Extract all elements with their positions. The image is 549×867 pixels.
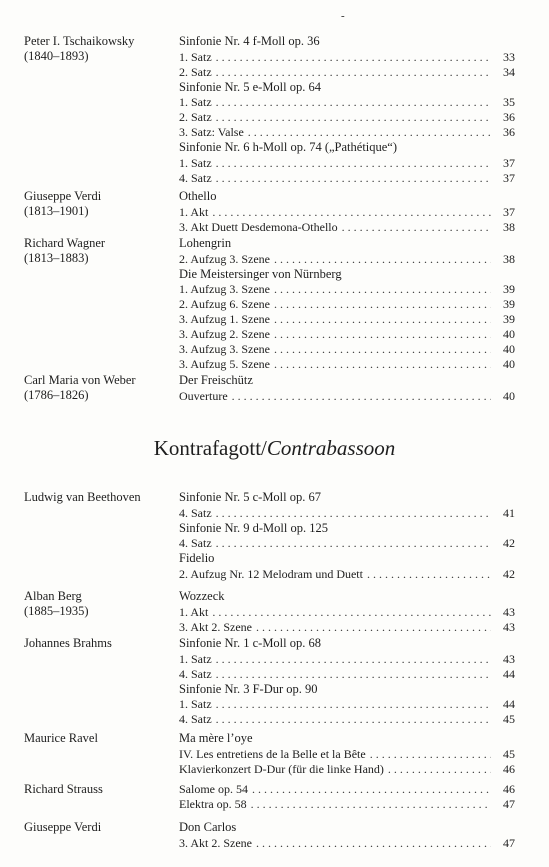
work-title: Die Meistersinger von Nürnberg bbox=[179, 266, 342, 281]
dot-leader bbox=[216, 697, 491, 712]
dot-leader bbox=[216, 50, 491, 65]
composer-name: Ludwig van Beethoven bbox=[24, 490, 141, 504]
composer-block bbox=[24, 34, 174, 64]
movement-row[interactable] bbox=[179, 667, 515, 682]
movement-row[interactable] bbox=[179, 50, 515, 65]
movement-row[interactable] bbox=[179, 297, 515, 312]
dot-leader bbox=[252, 782, 491, 797]
page-number: 47 bbox=[503, 797, 515, 811]
movement-row[interactable] bbox=[179, 252, 515, 267]
composer-name: Carl Maria von Weber bbox=[24, 373, 136, 387]
dot-leader bbox=[256, 620, 491, 635]
page-number: 37 bbox=[503, 204, 515, 219]
composer-name: Johannes Brahms bbox=[24, 636, 112, 650]
composer-name: Peter I. Tschaikowsky bbox=[24, 34, 135, 48]
dot-leader bbox=[388, 762, 491, 777]
movement-row[interactable] bbox=[179, 652, 515, 667]
work-title: Sinfonie Nr. 9 d-Moll op. 125 bbox=[179, 520, 328, 535]
movement-row[interactable] bbox=[179, 712, 515, 727]
works-list bbox=[179, 589, 515, 635]
movement-label: 4. Satz bbox=[179, 666, 212, 681]
page-number: 40 bbox=[503, 357, 515, 371]
movement-label: 3. Aufzug 1. Szene bbox=[179, 312, 270, 326]
works-list bbox=[179, 782, 515, 812]
movement-row[interactable] bbox=[179, 797, 515, 812]
dot-leader bbox=[232, 389, 491, 404]
composer-dates: (1885–1935) bbox=[24, 604, 89, 618]
work-title: Don Carlos bbox=[179, 820, 237, 834]
movement-label: 4. Satz bbox=[179, 505, 212, 520]
dot-leader bbox=[248, 125, 491, 140]
page-number: 43 bbox=[503, 604, 515, 619]
composer-block bbox=[24, 189, 174, 219]
dot-leader bbox=[212, 205, 491, 220]
movement-label: 1. Aufzug 3. Szene bbox=[179, 282, 270, 296]
movement-row[interactable] bbox=[179, 342, 515, 357]
dot-leader bbox=[216, 171, 491, 186]
movement-row[interactable] bbox=[179, 389, 515, 404]
movement-label: 4. Satz bbox=[179, 170, 212, 185]
composer-name: Giuseppe Verdi bbox=[24, 820, 102, 834]
movement-label: 1. Satz bbox=[179, 651, 212, 666]
dot-leader bbox=[274, 312, 491, 327]
dot-leader bbox=[212, 605, 491, 620]
movement-label: 3. Akt 2. Szene bbox=[179, 835, 252, 850]
works-list bbox=[179, 636, 515, 727]
composer-name: Giuseppe Verdi bbox=[24, 189, 102, 203]
movement-row[interactable] bbox=[179, 605, 515, 620]
composer-dates: (1840–1893) bbox=[24, 49, 89, 63]
page-number: 39 bbox=[503, 282, 515, 296]
page-number: 45 bbox=[503, 746, 515, 761]
work-title: Sinfonie Nr. 5 e-Moll op. 64 bbox=[179, 79, 322, 94]
page-number: 41 bbox=[503, 505, 515, 520]
movement-label: 3. Aufzug 2. Szene bbox=[179, 327, 270, 341]
page-number: 36 bbox=[503, 110, 515, 124]
works-list bbox=[179, 236, 515, 372]
composer-block bbox=[24, 490, 174, 505]
movement-row[interactable] bbox=[179, 762, 515, 777]
dot-leader bbox=[216, 65, 491, 80]
movement-label: IV. Les entretiens de la Belle et la Bête bbox=[179, 746, 366, 761]
composer-block bbox=[24, 731, 174, 746]
dot-leader bbox=[216, 110, 491, 125]
movement-label: Klavierkonzert D-Dur (für die linke Hand) bbox=[179, 761, 384, 776]
works-list bbox=[179, 731, 515, 777]
composer-name: Maurice Ravel bbox=[24, 731, 98, 745]
page-number: 43 bbox=[503, 651, 515, 666]
movement-row[interactable] bbox=[179, 125, 515, 140]
movement-row[interactable] bbox=[179, 536, 515, 551]
movement-row[interactable] bbox=[179, 506, 515, 521]
composer-name: Richard Strauss bbox=[24, 782, 103, 796]
movement-label: 3. Akt 2. Szene bbox=[179, 619, 252, 634]
composer-block bbox=[24, 236, 174, 266]
page-number: 39 bbox=[503, 312, 515, 326]
composer-name: Alban Berg bbox=[24, 589, 82, 603]
top-mark: - bbox=[341, 10, 345, 22]
movement-row[interactable] bbox=[179, 836, 515, 851]
page-number: 33 bbox=[503, 49, 515, 64]
movement-row[interactable] bbox=[179, 220, 515, 235]
page-number: 42 bbox=[503, 566, 515, 581]
movement-row[interactable] bbox=[179, 156, 515, 171]
dot-leader bbox=[274, 342, 491, 357]
page-number: 36 bbox=[503, 125, 515, 139]
movement-label: 3. Aufzug 3. Szene bbox=[179, 342, 270, 356]
movement-row[interactable] bbox=[179, 327, 515, 342]
dot-leader bbox=[274, 357, 491, 372]
works-list bbox=[179, 189, 515, 235]
composer-block bbox=[24, 820, 174, 835]
dot-leader bbox=[256, 836, 491, 851]
movement-row[interactable] bbox=[179, 95, 515, 110]
page-number: 39 bbox=[503, 297, 515, 311]
page-number: 40 bbox=[503, 342, 515, 356]
page-number: 46 bbox=[503, 761, 515, 776]
page-number: 45 bbox=[503, 712, 515, 726]
section-heading-contrabassoon bbox=[0, 436, 549, 461]
movement-label: Salome op. 54 bbox=[179, 782, 248, 796]
work-title: Ma mère l’oye bbox=[179, 731, 253, 745]
heading-plain: Kontrafagott/ bbox=[153, 436, 267, 460]
work-title: Wozzeck bbox=[179, 589, 225, 603]
page-number: 34 bbox=[503, 64, 515, 79]
page-number: 35 bbox=[503, 95, 515, 109]
composer-block bbox=[24, 373, 174, 403]
dot-leader bbox=[274, 327, 491, 342]
composer-name: Richard Wagner bbox=[24, 236, 106, 250]
page-number: 37 bbox=[503, 155, 515, 170]
page-number: 37 bbox=[503, 170, 515, 185]
movement-row[interactable] bbox=[179, 205, 515, 220]
page-number: 40 bbox=[503, 327, 515, 341]
page-number: 47 bbox=[503, 835, 515, 850]
composer-dates: (1813–1901) bbox=[24, 204, 89, 218]
movement-label: 2. Satz bbox=[179, 64, 212, 79]
dot-leader bbox=[251, 797, 491, 812]
works-list bbox=[179, 373, 515, 404]
work-title: Der Freischütz bbox=[179, 373, 253, 387]
movement-row[interactable] bbox=[179, 620, 515, 635]
work-title: Sinfonie Nr. 5 c-Moll op. 67 bbox=[179, 490, 322, 504]
work-title: Fidelio bbox=[179, 551, 215, 565]
dot-leader bbox=[274, 297, 491, 312]
movement-row[interactable] bbox=[179, 567, 515, 582]
movement-label: 1. Satz bbox=[179, 95, 212, 109]
page-number: 43 bbox=[503, 619, 515, 634]
movement-row[interactable] bbox=[179, 171, 515, 186]
works-list bbox=[179, 820, 515, 851]
dot-leader bbox=[216, 95, 491, 110]
dot-leader bbox=[216, 156, 491, 171]
dot-leader bbox=[216, 667, 491, 682]
movement-label: 1. Akt bbox=[179, 204, 209, 219]
work-title: Sinfonie Nr. 6 h-Moll op. 74 („Pathétique“) bbox=[179, 140, 398, 154]
work-title: Sinfonie Nr. 1 c-Moll op. 68 bbox=[179, 636, 322, 650]
movement-label: 3. Satz: Valse bbox=[179, 125, 244, 139]
works-list bbox=[179, 490, 515, 582]
movement-label: 1. Satz bbox=[179, 49, 212, 64]
movement-row[interactable] bbox=[179, 110, 515, 125]
movement-row[interactable] bbox=[179, 357, 515, 372]
movement-row[interactable] bbox=[179, 747, 515, 762]
dot-leader bbox=[216, 506, 491, 521]
composer-block bbox=[24, 589, 174, 619]
page-number: 40 bbox=[503, 388, 515, 403]
page-number: 44 bbox=[503, 697, 515, 711]
movement-row[interactable] bbox=[179, 65, 515, 80]
work-title: Othello bbox=[179, 189, 217, 203]
movement-row[interactable] bbox=[179, 697, 515, 712]
dot-leader bbox=[216, 536, 491, 551]
dot-leader bbox=[216, 712, 491, 727]
page-number: 44 bbox=[503, 666, 515, 681]
dot-leader bbox=[274, 252, 491, 267]
movement-label: 3. Aufzug 5. Szene bbox=[179, 357, 270, 371]
dot-leader bbox=[216, 652, 491, 667]
composer-dates: (1786–1826) bbox=[24, 388, 89, 402]
movement-label: Ouverture bbox=[179, 388, 228, 403]
movement-label: 1. Akt bbox=[179, 604, 209, 619]
composer-block bbox=[24, 782, 174, 797]
dot-leader bbox=[342, 220, 491, 235]
composer-block bbox=[24, 636, 174, 651]
movement-row[interactable] bbox=[179, 282, 515, 297]
works-list bbox=[179, 34, 515, 186]
page-number: 46 bbox=[503, 782, 515, 796]
page-number: 38 bbox=[503, 219, 515, 234]
movement-row[interactable] bbox=[179, 312, 515, 327]
dot-leader bbox=[274, 282, 491, 297]
movement-row[interactable] bbox=[179, 782, 515, 797]
heading-italic: Contrabassoon bbox=[266, 436, 396, 460]
movement-label: 2. Aufzug 3. Szene bbox=[179, 251, 270, 266]
movement-label: 2. Aufzug 6. Szene bbox=[179, 297, 270, 311]
movement-label: 4. Satz bbox=[179, 712, 212, 726]
movement-label: 2. Satz bbox=[179, 110, 212, 124]
dot-leader bbox=[367, 567, 491, 582]
movement-label: 3. Akt Duett Desdemona-Othello bbox=[179, 219, 338, 234]
dot-leader bbox=[370, 747, 491, 762]
movement-label: 2. Aufzug Nr. 12 Melodram und Duett bbox=[179, 566, 363, 581]
work-title: Sinfonie Nr. 3 F-Dur op. 90 bbox=[179, 681, 318, 696]
movement-label: 4. Satz bbox=[179, 536, 212, 550]
movement-label: Elektra op. 58 bbox=[179, 797, 247, 811]
page-number: 42 bbox=[503, 536, 515, 550]
work-title: Lohengrin bbox=[179, 236, 232, 250]
work-title: Sinfonie Nr. 4 f-Moll op. 36 bbox=[179, 34, 320, 48]
page-number: 38 bbox=[503, 251, 515, 266]
movement-label: 1. Satz bbox=[179, 155, 212, 170]
composer-dates: (1813–1883) bbox=[24, 251, 89, 265]
movement-label: 1. Satz bbox=[179, 697, 212, 711]
